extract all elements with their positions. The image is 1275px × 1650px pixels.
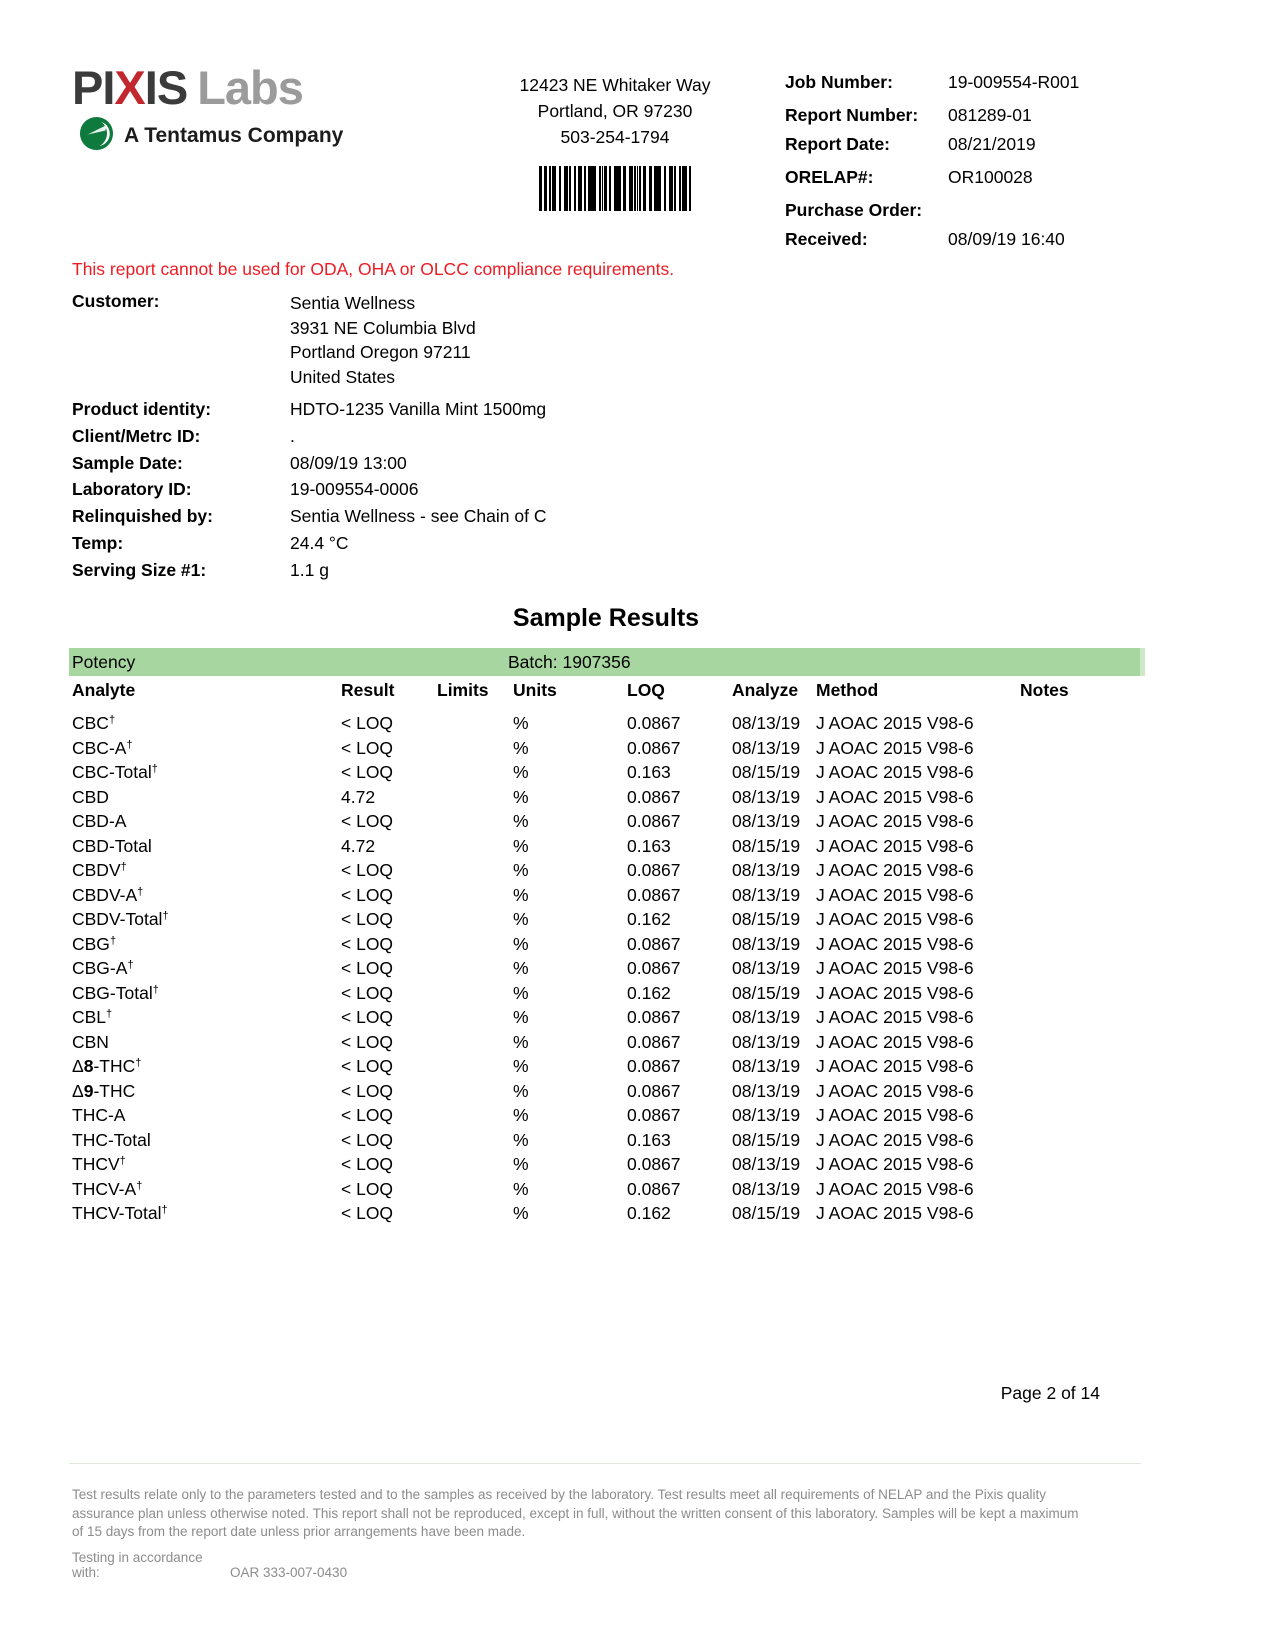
result-value: < LOQ — [341, 1129, 394, 1150]
table-row — [72, 1055, 1147, 1080]
table-row — [72, 1104, 1147, 1129]
result-value: < LOQ — [341, 884, 394, 905]
method-value: J AOAC 2015 V98-6 — [816, 933, 974, 954]
method-value: J AOAC 2015 V98-6 — [816, 1203, 974, 1224]
job-info-value: OR100028 — [948, 167, 1033, 187]
method-value: J AOAC 2015 V98-6 — [816, 958, 974, 979]
loq-value: 0.0867 — [627, 884, 681, 905]
analyze-date: 08/13/19 — [732, 1154, 801, 1175]
method-value: J AOAC 2015 V98-6 — [816, 1007, 974, 1028]
job-info-row — [785, 134, 1215, 154]
units-value: % — [513, 860, 529, 881]
result-value: < LOQ — [341, 1056, 394, 1077]
job-info-value: 19-009554-R001 — [948, 72, 1080, 92]
analyte-name: CBL† — [72, 1007, 113, 1028]
analyze-date: 08/15/19 — [732, 982, 801, 1003]
loq-value: 0.0867 — [627, 958, 681, 979]
method-value: J AOAC 2015 V98-6 — [816, 835, 974, 856]
result-value: < LOQ — [341, 958, 394, 979]
units-value: % — [513, 1007, 529, 1028]
analyze-date: 08/13/19 — [732, 860, 801, 881]
method-value: J AOAC 2015 V98-6 — [816, 909, 974, 930]
units-value: % — [513, 713, 529, 734]
sample-info-value: 08/09/19 13:00 — [290, 452, 407, 473]
sample-info-label: Temp: — [72, 532, 124, 553]
loq-value: 0.0867 — [627, 1031, 681, 1052]
analyze-date: 08/13/19 — [732, 786, 801, 807]
customer-address-line: United States — [290, 366, 396, 387]
units-value: % — [513, 1105, 529, 1126]
result-value: < LOQ — [341, 1203, 394, 1224]
table-row — [72, 957, 1147, 982]
analyze-date: 08/13/19 — [732, 1080, 801, 1101]
job-info-label: Report Date: — [785, 134, 891, 154]
job-info-value: 08/21/2019 — [948, 134, 1036, 154]
result-value: < LOQ — [341, 713, 394, 734]
method-value: J AOAC 2015 V98-6 — [816, 762, 974, 783]
result-value: 4.72 — [341, 786, 376, 807]
analyte-name: CBDV-Total† — [72, 909, 169, 930]
logo-tagline: A Tentamus Company — [124, 124, 344, 147]
customer-label: Customer: — [72, 291, 160, 311]
sample-info-label: Laboratory ID: — [72, 479, 192, 500]
column-header: Result — [341, 679, 395, 700]
analyze-date: 08/15/19 — [732, 1129, 801, 1150]
logo-pi: PI — [72, 61, 115, 114]
result-value: < LOQ — [341, 1178, 394, 1199]
footer-disclaimer: Test results relate only to the parameters tested and to the samples as received by the laboratory. Test results meet all requirements of NELAP and the Pixis quality assurance plan unless otherwise noted. This report shall not be reproduced, except in full, without the written consent of this laboratory. Samples will be kept a maximum of 15 days from the report date unless prior arrangements have been made. — [72, 1487, 1079, 1539]
job-info-row — [785, 167, 1215, 187]
job-info-value: 08/09/19 16:40 — [948, 229, 1065, 249]
job-info-value: 081289-01 — [948, 105, 1032, 125]
analyte-name: Δ8-THC† — [72, 1056, 142, 1077]
results-title: Sample Results — [512, 604, 700, 632]
analyte-name: THCV† — [72, 1154, 126, 1175]
method-value: J AOAC 2015 V98-6 — [816, 1178, 974, 1199]
sample-info-row — [72, 476, 546, 503]
sample-info-value: Sentia Wellness - see Chain of C — [290, 506, 547, 527]
method-value: J AOAC 2015 V98-6 — [816, 737, 974, 758]
lab-address — [455, 72, 775, 211]
units-value: % — [513, 786, 529, 807]
units-value: % — [513, 737, 529, 758]
units-value: % — [513, 835, 529, 856]
analyte-name: CBG-A† — [72, 958, 134, 979]
method-value: J AOAC 2015 V98-6 — [816, 1080, 974, 1101]
table-row — [72, 1128, 1147, 1153]
loq-value: 0.0867 — [627, 1007, 681, 1028]
job-info-row — [785, 72, 1215, 92]
units-value: % — [513, 958, 529, 979]
sample-info-value: 19-009554-0006 — [290, 479, 419, 500]
table-header-row — [72, 678, 1147, 703]
units-value: % — [513, 1154, 529, 1175]
column-header: Units — [513, 679, 557, 700]
job-info-label: Received: — [785, 229, 868, 249]
column-header: Method — [816, 679, 879, 700]
result-value: < LOQ — [341, 982, 394, 1003]
footer-divider — [69, 1463, 1141, 1464]
table-row — [72, 932, 1147, 957]
sample-info-value: 24.4 °C — [290, 532, 349, 553]
analyte-name: CBD-A — [72, 811, 127, 832]
lab-address-line: Portland, OR 97230 — [537, 101, 693, 121]
loq-value: 0.163 — [627, 762, 671, 783]
customer-address-line: Sentia Wellness — [290, 293, 416, 313]
table-row — [72, 1202, 1147, 1227]
result-value: < LOQ — [341, 1105, 394, 1126]
sample-info-value: . — [290, 425, 295, 446]
result-value: 4.72 — [341, 835, 376, 856]
loq-value: 0.0867 — [627, 1080, 681, 1101]
result-value: < LOQ — [341, 1080, 394, 1101]
analyte-name: THCV-Total† — [72, 1203, 168, 1224]
column-header: Analyte — [72, 679, 136, 700]
analyze-date: 08/13/19 — [732, 1056, 801, 1077]
loq-value: 0.0867 — [627, 713, 681, 734]
units-value: % — [513, 1178, 529, 1199]
table-row — [72, 761, 1147, 786]
table-row — [72, 736, 1147, 761]
units-value: % — [513, 1129, 529, 1150]
result-value: < LOQ — [341, 860, 394, 881]
analyte-name: CBG† — [72, 933, 117, 954]
column-header: Analyze — [732, 679, 799, 700]
sample-info-label: Relinquished by: — [72, 506, 213, 527]
table-row — [72, 883, 1147, 908]
analyte-name: CBD-Total — [72, 835, 152, 856]
analyze-date: 08/13/19 — [732, 933, 801, 954]
sample-info-label: Product identity: — [72, 399, 212, 419]
table-row — [72, 785, 1147, 810]
method-value: J AOAC 2015 V98-6 — [816, 1031, 974, 1052]
analyze-date: 08/13/19 — [732, 1007, 801, 1028]
method-value: J AOAC 2015 V98-6 — [816, 1105, 974, 1126]
analyze-date: 08/13/19 — [732, 1105, 801, 1126]
job-info-label: Purchase Order: — [785, 200, 923, 220]
loq-value: 0.163 — [627, 835, 671, 856]
method-value: J AOAC 2015 V98-6 — [816, 884, 974, 905]
loq-value: 0.0867 — [627, 1105, 681, 1126]
job-info-row — [785, 200, 1215, 220]
logo-x: X — [114, 61, 145, 114]
loq-value: 0.0867 — [627, 1154, 681, 1175]
method-value: J AOAC 2015 V98-6 — [816, 860, 974, 881]
job-info-label: Job Number: — [785, 72, 893, 92]
method-value: J AOAC 2015 V98-6 — [816, 786, 974, 807]
customer-block — [72, 291, 476, 389]
analyze-date: 08/13/19 — [732, 737, 801, 758]
sample-info-row — [72, 557, 546, 584]
column-header: LOQ — [627, 679, 665, 700]
page-number: Page 2 of 14 — [1000, 1383, 1100, 1403]
pixis-labs-logo — [72, 61, 344, 157]
analyze-date: 08/13/19 — [732, 1178, 801, 1199]
analyte-name: CBC-Total† — [72, 762, 158, 783]
loq-value: 0.0867 — [627, 1056, 681, 1077]
potency-section-band — [69, 648, 1145, 676]
analyze-date: 08/15/19 — [732, 1203, 801, 1224]
customer-address — [290, 291, 476, 389]
compliance-notice: This report cannot be used for ODA, OHA or OLCC compliance requirements. — [72, 259, 675, 279]
analyte-name: THC-A — [72, 1105, 126, 1126]
batch-number: Batch: 1907356 — [508, 652, 631, 672]
analyte-name: CBG-Total† — [72, 982, 159, 1003]
loq-value: 0.0867 — [627, 1178, 681, 1199]
result-value: < LOQ — [341, 811, 394, 832]
loq-value: 0.0867 — [627, 860, 681, 881]
accordance-value: OAR 333-007-0430 — [230, 1565, 348, 1580]
units-value: % — [513, 762, 529, 783]
analyze-date: 08/15/19 — [732, 762, 801, 783]
units-value: % — [513, 933, 529, 954]
table-row — [72, 834, 1147, 859]
table-row — [72, 981, 1147, 1006]
lab-phone: 503-254-1794 — [560, 127, 670, 147]
section-name: Potency — [72, 652, 136, 672]
table-row — [72, 1177, 1147, 1202]
results-table — [72, 678, 1147, 1226]
analyte-name: CBD — [72, 786, 109, 807]
table-row — [72, 810, 1147, 835]
sample-info-row — [72, 530, 546, 557]
method-value: J AOAC 2015 V98-6 — [816, 982, 974, 1003]
loq-value: 0.0867 — [627, 786, 681, 807]
analyte-name: CBC† — [72, 713, 116, 734]
accordance-note — [72, 1550, 347, 1580]
units-value: % — [513, 1031, 529, 1052]
tentamus-leaf-icon — [78, 115, 115, 157]
units-value: % — [513, 982, 529, 1003]
column-header: Notes — [1020, 679, 1069, 700]
table-row — [72, 859, 1147, 884]
loq-value: 0.0867 — [627, 737, 681, 758]
analyze-date: 08/13/19 — [732, 958, 801, 979]
table-row — [72, 712, 1147, 737]
analyze-date: 08/15/19 — [732, 909, 801, 930]
analyte-name: THCV-A† — [72, 1178, 143, 1199]
sample-info-label: Client/Metrc ID: — [72, 425, 201, 446]
job-info-block — [785, 72, 1215, 258]
result-value: < LOQ — [341, 909, 394, 930]
sample-info-label: Serving Size #1: — [72, 559, 207, 580]
job-info-row — [785, 105, 1215, 125]
analyte-name: CBDV† — [72, 860, 127, 881]
result-value: < LOQ — [341, 1031, 394, 1052]
barcode — [539, 166, 691, 211]
loq-value: 0.162 — [627, 909, 671, 930]
job-info-row — [785, 229, 1215, 249]
method-value: J AOAC 2015 V98-6 — [816, 1154, 974, 1175]
sample-info-value: HDTO-1235 Vanilla Mint 1500mg — [290, 399, 547, 419]
accordance-label: Testing in accordance with: — [72, 1550, 203, 1580]
sample-info-block — [72, 396, 546, 584]
sample-info-row — [72, 450, 546, 477]
logo-wordmark — [72, 61, 343, 114]
job-info-value — [948, 200, 1215, 220]
sample-info-row — [72, 423, 546, 450]
method-value: J AOAC 2015 V98-6 — [816, 1129, 974, 1150]
loq-value: 0.0867 — [627, 811, 681, 832]
customer-address-line: 3931 NE Columbia Blvd — [290, 317, 476, 338]
result-value: < LOQ — [341, 1154, 394, 1175]
analyze-date: 08/15/19 — [732, 835, 801, 856]
result-value: < LOQ — [341, 1007, 394, 1028]
method-value: J AOAC 2015 V98-6 — [816, 1056, 974, 1077]
analyte-name: CBN — [72, 1031, 109, 1052]
job-info-label: Report Number: — [785, 105, 919, 125]
table-row — [72, 1079, 1147, 1104]
units-value: % — [513, 1056, 529, 1077]
method-value: J AOAC 2015 V98-6 — [816, 811, 974, 832]
units-value: % — [513, 811, 529, 832]
analyte-name: Δ9-THC — [72, 1080, 136, 1101]
loq-value: 0.162 — [627, 1203, 671, 1224]
logo-labs: Labs — [197, 61, 303, 114]
loq-value: 0.162 — [627, 982, 671, 1003]
analyte-name: CBDV-A† — [72, 884, 144, 905]
units-value: % — [513, 1080, 529, 1101]
lab-address-line: 12423 NE Whitaker Way — [519, 75, 711, 95]
sample-info-row — [72, 396, 546, 423]
result-value: < LOQ — [341, 933, 394, 954]
result-value: < LOQ — [341, 762, 394, 783]
units-value: % — [513, 884, 529, 905]
customer-address-line: Portland Oregon 97211 — [290, 342, 471, 362]
logo-is: IS — [144, 61, 188, 114]
job-info-label: ORELAP#: — [785, 167, 874, 187]
sample-info-row — [72, 503, 546, 530]
sample-info-label: Sample Date: — [72, 452, 183, 473]
units-value: % — [513, 909, 529, 930]
column-header: Limits — [437, 679, 489, 700]
loq-value: 0.0867 — [627, 933, 681, 954]
units-value: % — [513, 1203, 529, 1224]
sample-info-value: 1.1 g — [290, 559, 329, 580]
table-row — [72, 908, 1147, 933]
loq-value: 0.163 — [627, 1129, 671, 1150]
analyze-date: 08/13/19 — [732, 884, 801, 905]
table-row — [72, 1153, 1147, 1178]
table-row — [72, 1006, 1147, 1031]
analyze-date: 08/13/19 — [732, 713, 801, 734]
analyze-date: 08/13/19 — [732, 1031, 801, 1052]
table-row — [72, 1030, 1147, 1055]
method-value: J AOAC 2015 V98-6 — [816, 713, 974, 734]
analyze-date: 08/13/19 — [732, 811, 801, 832]
result-value: < LOQ — [341, 737, 394, 758]
analyte-name: THC-Total — [72, 1129, 151, 1150]
analyte-name: CBC-A† — [72, 737, 133, 758]
